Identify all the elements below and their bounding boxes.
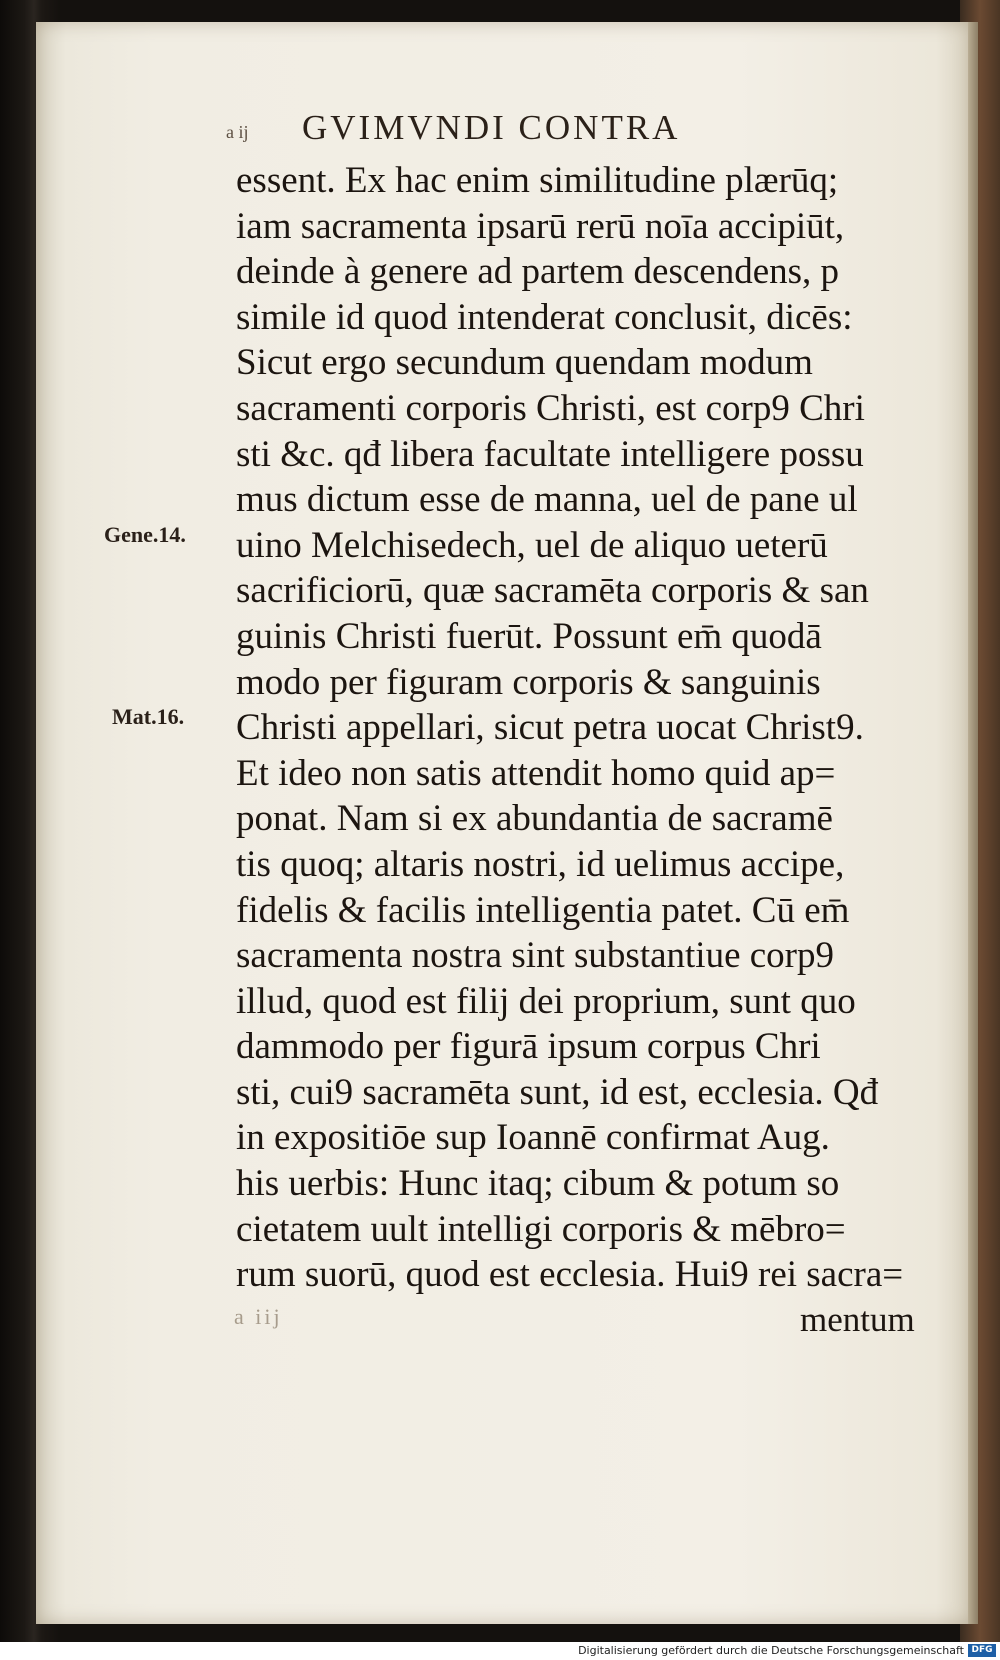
text-line: rum suorū, quod est ecclesia. Hui9 rei sacra= <box>236 1254 904 1296</box>
text-line: Et ideo non satis attendit homo quid ap= <box>236 752 836 794</box>
text-line: deinde à genere ad partem descendens, p <box>236 251 840 293</box>
text-line: dammodo per figurā ipsum corpus Chri <box>236 1026 821 1068</box>
body-text <box>236 158 976 1298</box>
text-line: mus dictum esse de manna, uel de pane ul <box>236 479 858 521</box>
text-line: sti &c. qđ libera facultate intelligere possu <box>236 433 864 475</box>
marginal-note-matthew: Mat.16. <box>112 704 185 729</box>
text-line: sacramenta nostra sint substantiue corp9 <box>236 935 834 977</box>
text-line: in expositiōe sup Ioannē confirmat Aug. <box>236 1117 830 1159</box>
signature-marks: a iij <box>234 1304 283 1329</box>
text-line: ponat. Nam si ex abundantia de sacramē <box>236 798 833 840</box>
text-line: fidelis & facilis intelligentia patet. Cū em̄ <box>236 889 850 931</box>
text-line: illud, quod est filij dei proprium, sunt quo <box>236 980 856 1022</box>
folio-mark: a ij <box>226 122 249 142</box>
text-line: guinis Christi fuerūt. Possunt em̄ quodā <box>236 615 822 657</box>
text-line: sacramenti corporis Christi, est corp9 Chri <box>236 387 865 429</box>
text-line: sacrificiorū, quæ sacramēta corporis & san <box>236 570 869 612</box>
text-line: modo per figuram corporis & sanguinis <box>236 661 821 703</box>
text-line: Sicut ergo secundum quendam modum <box>236 342 813 384</box>
text-line: cietatem uult intelligi corporis & mēbro= <box>236 1208 846 1250</box>
text-line: essent. Ex hac enim similitudine plærūq; <box>236 160 839 201</box>
funding-credit: Digitalisierung gefördert durch die Deutsche Forschungsgemeinschaft <box>578 1644 964 1657</box>
text-line: iam sacramenta ipsarū rerū noīa accipiūt, <box>236 205 845 247</box>
text-line: uino Melchisedech, uel de aliquo ueterū <box>236 524 828 566</box>
catchword: mentum <box>800 1300 915 1339</box>
dfg-logo-icon: DFG <box>968 1644 996 1657</box>
footer-bar <box>0 1642 1000 1660</box>
marginal-note-genesis: Gene.14. <box>104 522 186 547</box>
text-line: tis quoq; altaris nostri, id uelimus accipe, <box>236 843 845 885</box>
running-title: GVIMVNDI CONTRA <box>302 108 681 147</box>
text-line: Christi appellari, sicut petra uocat Christ9. <box>236 707 864 749</box>
text-line: simile id quod intenderat conclusit, dicēs: <box>236 296 853 338</box>
running-header <box>226 108 872 148</box>
text-line: sti, cui9 sacramēta sunt, id est, ecclesia. Qđ <box>236 1071 879 1113</box>
text-line: his uerbis: Hunc itaq; cibum & potum so <box>236 1163 840 1205</box>
